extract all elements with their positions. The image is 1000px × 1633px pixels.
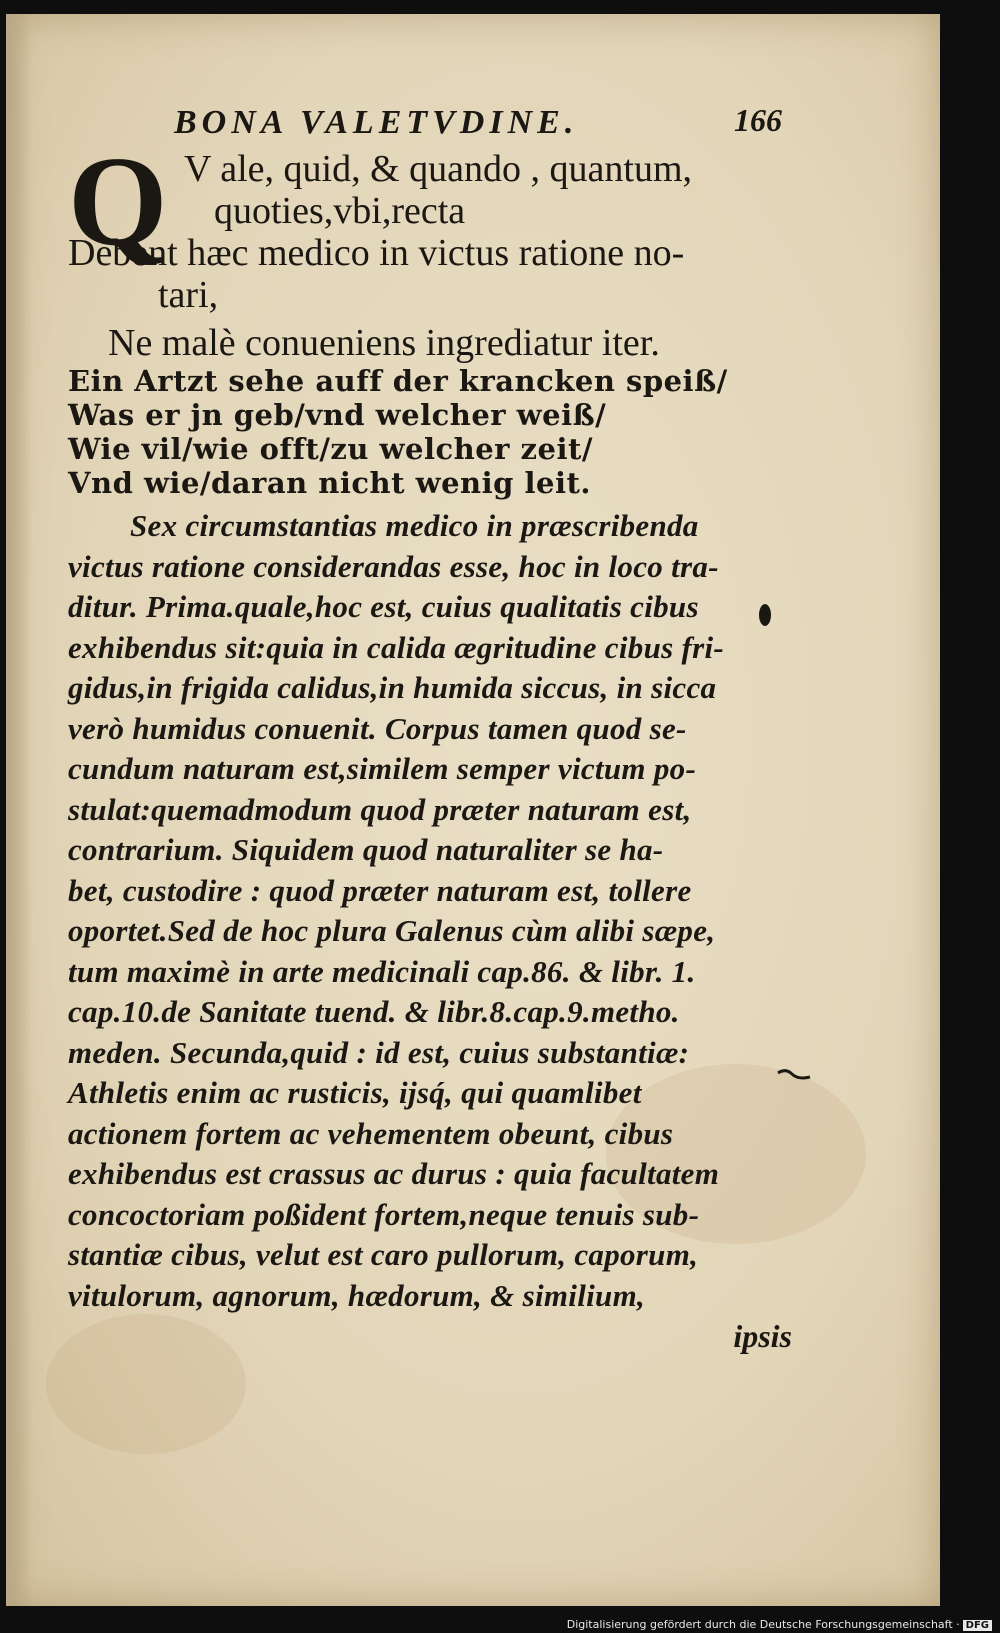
commentary-line: Sex circumstantias medico in præscribenda — [130, 508, 699, 543]
verse-line: V ale, quid, & quando , quantum, — [184, 148, 693, 190]
commentary-line: bet, custodire : quod præter naturam est, tollere — [68, 872, 692, 908]
commentary-line: stulat:quemadmodum quod præter naturam est, — [68, 791, 692, 827]
german-verse-line: Vnd wie/daran nicht wenig leit. — [68, 466, 591, 500]
commentary-line: stantiæ cibus, velut est caro pullorum, caporum, — [68, 1237, 699, 1272]
commentary-line: vitulorum, agnorum, hædorum, & similium, — [68, 1277, 646, 1313]
commentary-line: verò humidus conuenit. Corpus tamen quod se- — [68, 710, 687, 746]
page-text-block — [68, 98, 792, 1355]
running-head — [68, 98, 782, 148]
commentary-line: oportet.Sed de hoc plura Galenus cùm alibi sæpe, — [68, 913, 716, 948]
footer-text: Digitalisierung gefördert durch die Deutsche Forschungsgemeinschaft · — [566, 1618, 960, 1631]
digitization-footer — [567, 1618, 992, 1631]
commentary-line: ditur. Prima.quale,hoc est, cuius qualitatis cibus — [68, 589, 699, 624]
catchword: ipsis — [733, 1318, 792, 1354]
commentary-line: contrarium. Siquidem quod naturaliter se ha- — [68, 832, 664, 867]
commentary-line: exhibendus est crassus ac durus : quia facultatem — [68, 1156, 720, 1191]
dfg-logo: DFG — [963, 1620, 992, 1631]
margin-ink-mark — [759, 604, 771, 626]
verse-line: Ne malè conueniens ingrediatur iter. — [108, 322, 660, 364]
commentary-line: cap.10.de Sanitate tuend. & libr.8.cap.9.metho. — [68, 994, 680, 1029]
page-gutter-shadow — [6, 14, 32, 1606]
book-page — [6, 14, 940, 1606]
drop-cap-letter: Q — [68, 130, 168, 272]
verse-line: tari, — [158, 274, 219, 316]
commentary-line: cundum naturam est,similem semper victum po- — [68, 751, 697, 786]
commentary-line: concoctoriam poßident fortem,neque tenuis sub- — [68, 1196, 700, 1232]
german-verse — [68, 364, 748, 500]
commentary-line: meden. Secunda,quid : id est, cuius substantiæ: — [68, 1034, 690, 1070]
commentary-line: victus ratione considerandas esse, hoc in loco tra- — [68, 548, 719, 584]
page-number: 166 — [734, 102, 782, 138]
german-verse-line: Was er jn geb/vnd welcher weiß/ — [68, 398, 607, 432]
german-verse-line: Ein Artzt sehe auff der krancken speiß/ — [68, 364, 728, 398]
commentary-line: Athletis enim ac rusticis, ijsq́, qui quamlibet — [68, 1075, 642, 1110]
latin-verse — [68, 130, 748, 364]
german-verse-line: Wie vil/wie offt/zu welcher zeit/ — [68, 432, 593, 466]
commentary-line: tum maximè in arte medicinali cap.86. & libr. 1. — [68, 953, 696, 989]
commentary-paragraph — [68, 506, 748, 1316]
commentary-line: actionem fortem ac vehementem obeunt, cibus — [68, 1115, 674, 1151]
verse-line: quoties,vbi,recta — [214, 190, 466, 232]
running-head-title: BONA VALETVDINE. — [174, 104, 579, 141]
commentary-line: exhibendus sit:quia in calida ægritudine cibus fri- — [68, 629, 725, 665]
verse-line: Debent hæc medico in victus ratione no- — [68, 232, 685, 274]
commentary-line: gidus,in frigida calidus,in humida siccus, in sicca — [68, 670, 717, 705]
margin-squiggle-mark — [776, 1068, 814, 1082]
